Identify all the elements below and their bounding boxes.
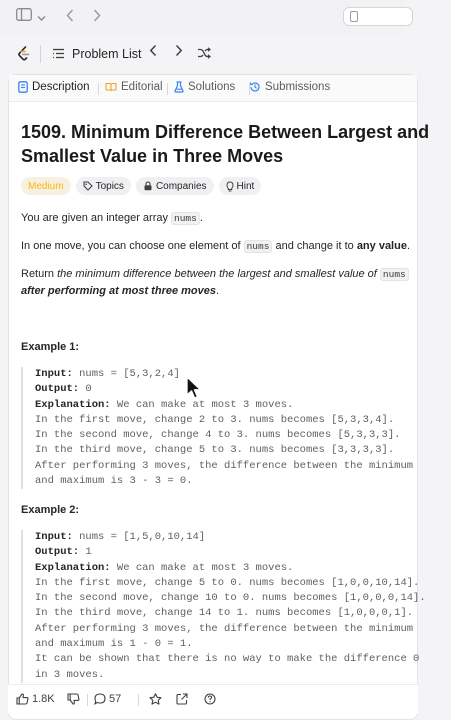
tab-solutions[interactable]: Solutions [174,81,235,93]
tab-separator [167,83,168,95]
share-icon [176,693,188,705]
shuffle-icon[interactable] [197,47,211,62]
browser-chrome [0,0,405,34]
comments-button[interactable]: 57 [94,693,121,705]
dislike-button[interactable] [67,693,80,705]
problem-title: 1509. Minimum Difference Between Largest and Smallest Value in Three Moves [21,122,430,166]
help-button[interactable] [204,693,216,705]
prev-problem-icon[interactable] [149,44,157,61]
thumbs-up-icon [16,693,29,705]
panel-tabs [9,75,417,102]
problem-paragraph: Return the minimum difference between the largest and smallest value of nums [21,266,409,283]
share-button[interactable] [176,693,188,705]
problem-paragraph: In one move, you can choose one element of nums and change it to any value. [21,240,411,252]
address-bar[interactable] [343,7,413,26]
tag-icon [83,181,93,191]
companies-chip[interactable]: Companies [136,177,214,195]
tab-separator [98,83,99,95]
hint-chip[interactable]: Hint [219,177,262,195]
example-heading: Example 2: [21,504,80,516]
back-icon[interactable] [66,9,74,25]
app-toolbar [0,34,405,74]
bottom-action-bar [8,684,418,714]
description-panel [8,74,430,720]
like-button[interactable]: 1.8K [16,693,55,705]
example-block: Input: nums = [5,3,2,4] Output: 0 Explanation: We can make at most 3 moves. In the first move, change 2 to 3. nums becomes [5,3,3,4]. In the second move, change 4 to 3. nums becomes [5,3,3,3]. In the third move, change 5 to 3. nums becomes [3,3,3,3]. After performing 3 moves, the difference between the minimum and maximum is 3 - 3 = 0. [21,367,451,489]
leetcode-logo-icon[interactable] [17,46,30,67]
next-problem-icon[interactable] [175,44,183,61]
bar-separator [138,694,139,706]
example-block: Input: nums = [1,5,0,10,14] Output: 1 Explanation: We can make at most 3 moves. In the first move, change 5 to 0. nums becomes [1,0,0,10,14]. In the second move, change 10 to 0. nums becomes [1,0,0,0,14]. In the third move, change 14 to 1. nums becomes [1,0,0,0,1]. After performing 3 moves, the difference between the minimum and maximum is 1 - 0 = 1. It can be shown that there is no way to make the difference 0 in 3 moves. [21,530,451,683]
example-heading: Example 1: [21,341,80,353]
thumbs-down-icon [67,693,80,705]
favorite-button[interactable] [149,693,162,705]
book-icon [105,82,117,92]
page-icon [350,11,358,22]
problem-list-button[interactable]: Problem List [72,47,142,61]
problem-tags [21,177,261,195]
lock-icon [143,181,153,191]
doc-icon [18,81,28,93]
topics-chip[interactable]: Topics [76,177,131,195]
question-icon [204,693,216,705]
star-icon [149,693,162,705]
comment-icon [94,693,106,705]
tab-submissions[interactable]: Submissions [249,81,330,93]
list-icon[interactable] [52,47,65,62]
history-icon [249,81,261,93]
mouse-cursor-icon [186,376,202,405]
bar-separator [87,694,88,706]
forward-icon[interactable] [93,9,101,25]
problem-paragraph: after performing at most three moves. [21,285,220,297]
flask-icon [174,81,184,93]
lightbulb-icon [226,181,234,192]
difficulty-badge: Medium [21,177,71,195]
tab-description[interactable]: Description [18,81,90,93]
problem-paragraph: You are given an integer array nums . [21,212,203,224]
chevron-down-icon[interactable] [37,10,46,25]
sidebar-toggle-icon[interactable] [16,8,32,24]
tab-editorial[interactable]: Editorial [105,81,163,93]
toolbar-divider [40,45,41,63]
